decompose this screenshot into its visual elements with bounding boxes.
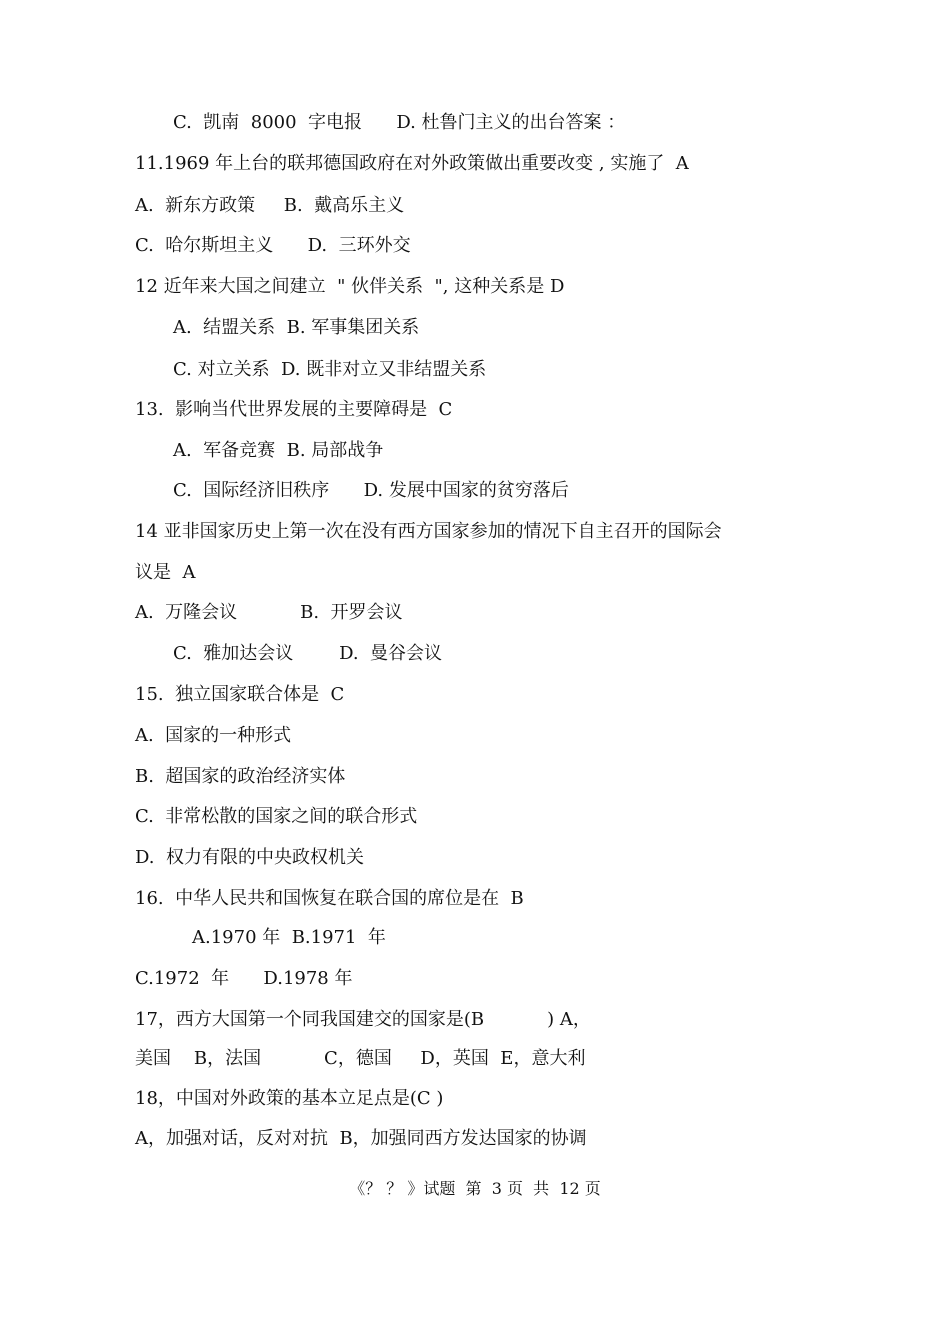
text-line: A. 结盟关系 B. 军事集团关系 — [173, 317, 420, 338]
text-line: D. 权力有限的中央政权机关 — [135, 847, 364, 868]
question-18: 18，中国对外政策的基本立足点是(C ) — [135, 1088, 444, 1109]
text-line: A. 万隆会议 B. 开罗会议 — [135, 602, 403, 623]
page-footer: 《？ ？ 》试题 第 3 页 共 12 页 — [349, 1179, 601, 1198]
text-line: B. 超国家的政治经济实体 — [135, 766, 346, 787]
question-15: 15. 独立国家联合体是 C — [135, 684, 345, 705]
question-13: 13. 影响当代世界发展的主要障碍是 C — [135, 399, 453, 420]
text-line: C.1972 年 D.1978 年 — [135, 968, 353, 989]
question-14: 14 亚非国家历史上第一次在没有西方国家参加的情况下自主召开的国际会 — [135, 521, 722, 542]
question-11: 11.1969 年上台的联邦德国政府在对外政策做出重要改变 , 实施了 A — [135, 153, 689, 174]
text-line: A. 军备竞赛 B. 局部战争 — [173, 440, 384, 461]
text-line: C. 凯南 8000 字电报 D. 杜鲁门主义的出台答案 ： — [173, 112, 626, 133]
text-line: 美国 B，法国 C，德国 D，英国 E，意大利 — [135, 1048, 586, 1069]
text-line: C. 非常松散的国家之间的联合形式 — [135, 806, 418, 827]
text-line: A.1970 年 B.1971 年 — [192, 927, 386, 948]
text-line: A. 国家的一种形式 — [135, 725, 292, 746]
text-line: C. 雅加达会议 D. 曼谷会议 — [173, 643, 443, 664]
question-12: 12 近年来大国之间建立 " 伙伴关系 ", 这种关系是 D — [135, 276, 565, 297]
text-line: 议是 A — [135, 562, 196, 583]
text-line: A，加强对话，反对对抗 B，加强同西方发达国家的协调 — [135, 1128, 587, 1149]
text-line: C. 国际经济旧秩序 D. 发展中国家的贫穷落后 — [173, 480, 569, 501]
text-line: C. 对立关系 D. 既非对立又非结盟关系 — [173, 359, 487, 380]
text-line: C. 哈尔斯坦主义 D. 三环外交 — [135, 235, 411, 256]
question-17: 17，西方大国第一个同我国建交的国家是(B ) A， — [135, 1009, 591, 1030]
question-16: 16. 中华人民共和国恢复在联合国的席位是在 B — [135, 888, 524, 909]
text-line: A. 新东方政策 B. 戴高乐主义 — [135, 195, 405, 216]
